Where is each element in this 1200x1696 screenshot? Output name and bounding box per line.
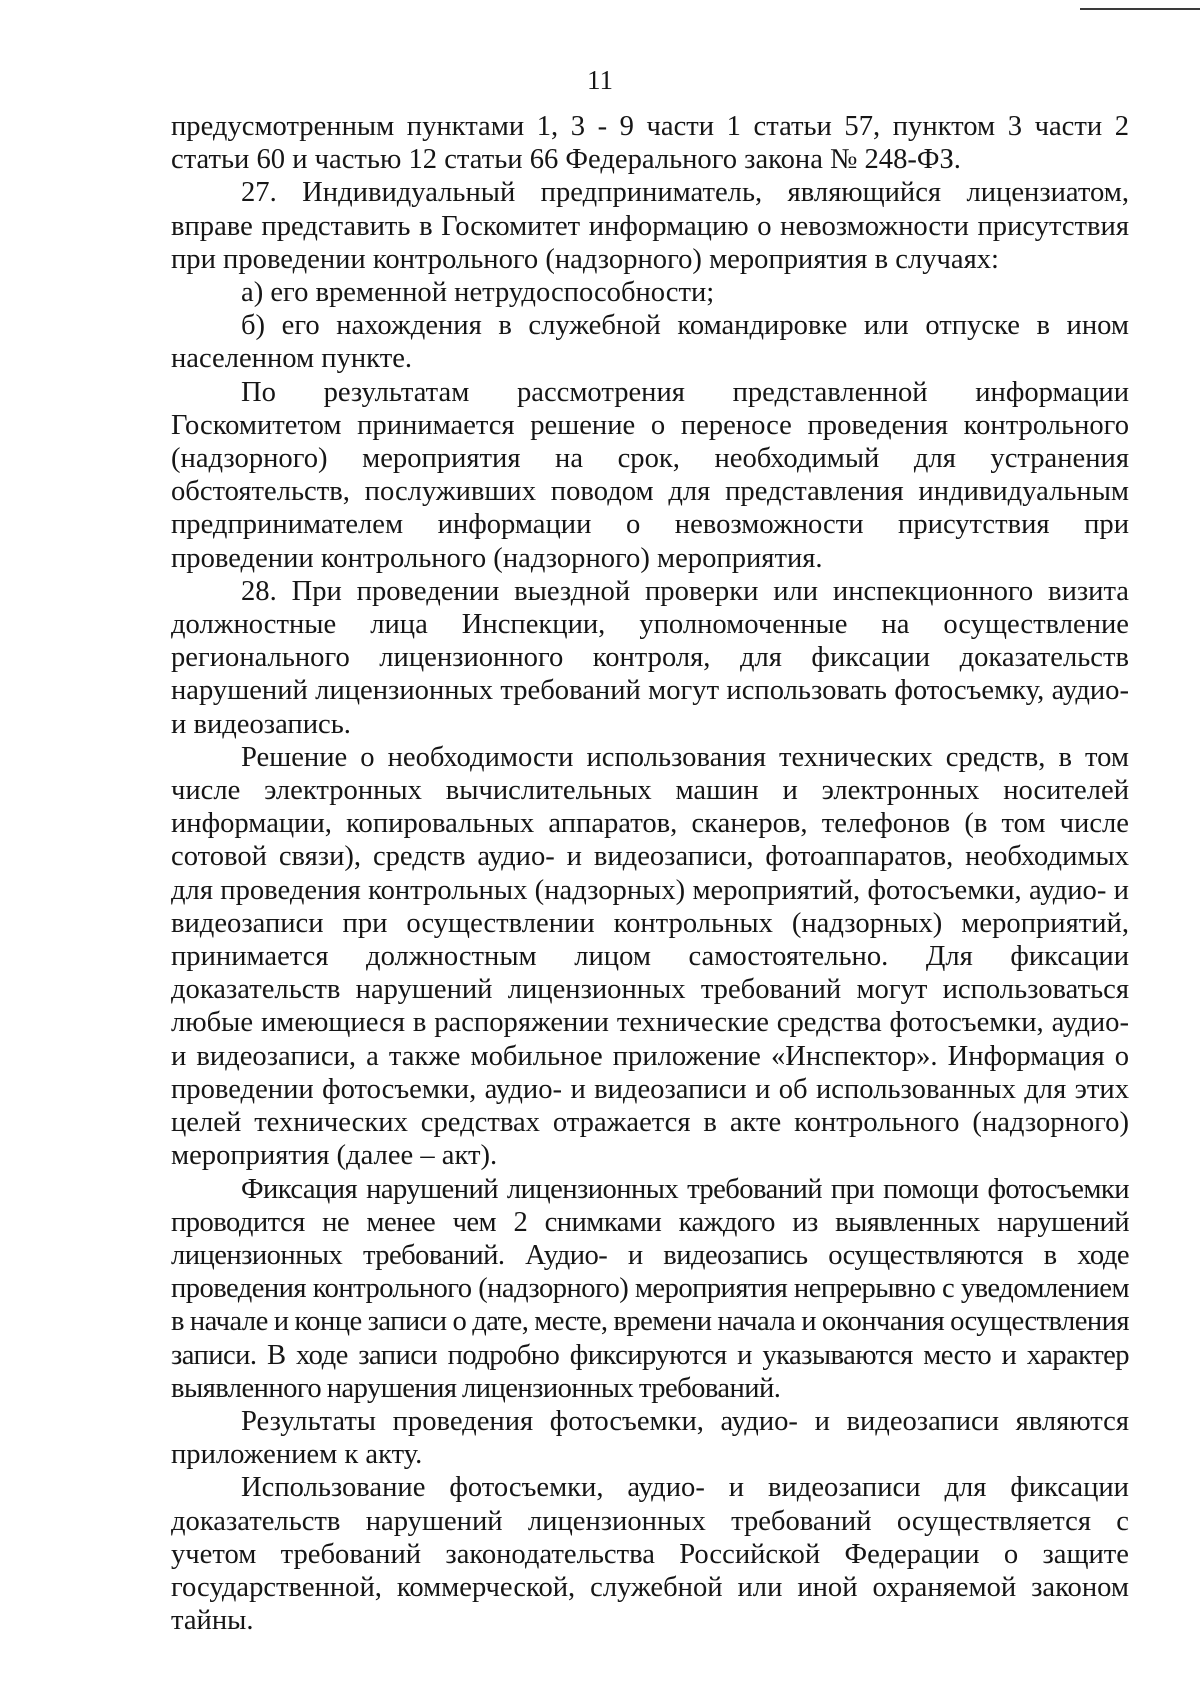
paragraph-item-27: 27. Индивидуальный предприниматель, являющийся лицензиатом, вправе представить в Госкомитет информацию о невозможности присутствия при проведении контрольного (надзорного) мероприятия в случаях: [171,177,1129,275]
document-body [171,110,1129,1637]
paragraph-continuation: предусмотренным пунктами 1, 3 - 9 части 1 статьи 57, пунктом 3 части 2 статьи 60 и частью 12 статьи 66 Федерального закона № 248-ФЗ. [171,111,1129,176]
paragraph-item-28: 28. При проведении выездной проверки или инспекционного визита должностные лица Инспекции, уполномоченные на осуществление регионального лицензионного контроля, для фиксации доказательств нарушений лицензионных требований могут использовать фотосъемку, аудио- и видеозапись. [171,575,1129,740]
paragraph-postponement-decision: По результатам рассмотрения представленной информации Госкомитетом принимается решение о переносе проведения контрольного (надзорного) мероприятия на срок, необходимый для устранения обстоятельств, послуживших поводом для представления индивидуальным предпринимателем информации о невозможности присутствия при проведении контрольного (надзорного) мероприятия. [171,376,1129,574]
paragraph-recording-procedure: Фиксация нарушений лицензионных требований при помощи фотосъемки проводится не менее чем 2 снимками каждого из выявленных нарушений лицензионных требований. Аудио- и видеозапись осуществляются в ходе проведения контрольного (надзорного) мероприятия непрерывно с уведомлением в начале и конце записи о дате, месте, времени начала и окончания осуществления записи. В ходе записи подробно фиксируются и указываются место и характер выявленного нарушения лицензионных требований. [171,1173,1129,1404]
paragraph-results-annex: Результаты проведения фотосъемки, аудио- и видеозаписи являются приложением к акту. [171,1405,1129,1471]
top-edge-rule [1080,8,1200,10]
page-number: 11 [587,65,613,95]
paragraph-technical-means: Решение о необходимости использования технических средств, в том числе электронных вычислительных машин и электронных носителей информации, копировальных аппаратов, сканеров, телефонов (в том числе сотовой связи), средств аудио- и видеозаписи, фотоаппаратов, необходимых для проведения контрольных (надзорных) мероприятий, фотосъемки, аудио- и видеозаписи при осуществлении контрольных (надзорных) мероприятий, принимается должностным лицом самостоятельно. Для фиксации доказательств нарушений лицензионных требований могут использоваться любые имеющиеся в распоряжении технические средства фотосъемки, аудио- и видеозаписи, а также мобильное приложение «Инспектор». Информация о проведении фотосъемки, аудио- и видеозаписи и об использованных для этих целей технических средствах отражается в акте контрольного (надзорного) мероприятия (далее – акт). [171,741,1129,1172]
paragraph-subitem-a: а) его временной нетрудоспособности; [241,277,715,309]
paragraph-subitem-b: б) его нахождения в служебной командировке или отпуске в ином населенном пункте. [171,310,1129,375]
paragraph-secrecy-requirements: Использование фотосъемки, аудио- и видеозаписи для фиксации доказательств нарушений лицензионных требований осуществляется с учетом требований законодательства Российской Федерации о защите государственной, коммерческой, служебной или иной охраняемой законом тайны. [171,1472,1129,1637]
